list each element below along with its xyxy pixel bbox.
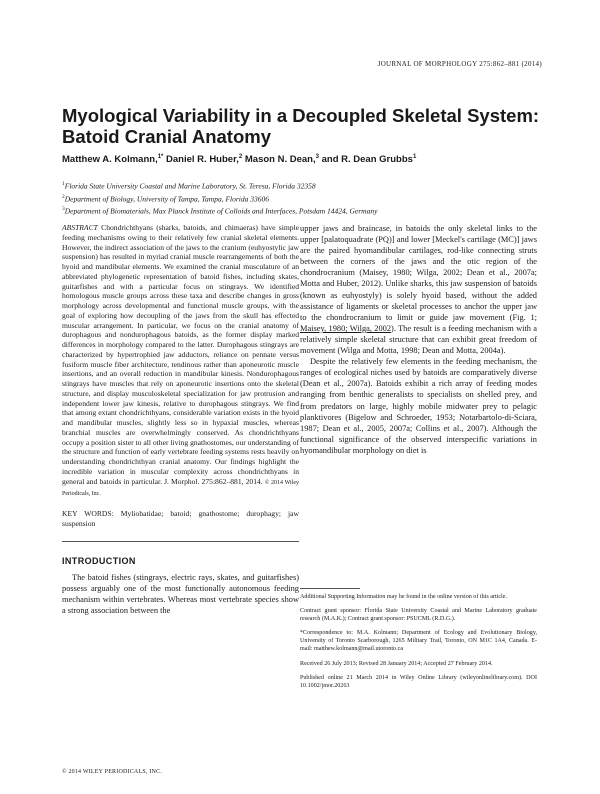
author-affil-mark: 2 (238, 154, 243, 160)
author-name: Mason N. Dean, (244, 154, 316, 166)
citation-link[interactable]: Maisey, 1980; Wilga, 2002 (300, 323, 392, 333)
right-column (300, 223, 537, 456)
author-name: and R. Dean Grubbs (321, 154, 413, 166)
affil-mark: 2 (62, 193, 65, 200)
intro-paragraph: Despite the relatively few elements in the feeding mechanism, the ranges of ecological niches used by batoids are comparatively diverse (Dean et al., 2007a). Batoids exhibit a rich array of feeding modes ranging from benthic generalists to specialists on shelled prey, and from predators on large, highly mobile midwater prey to pelagic planktivores (Bigelow and Schroeder, 1953; Notarbartolo-di-Sciara, 1987; Dean et al., 2005, 2007a; Collins et al., 2007). Although the functional significance of the observed interspecific variations in hyomandibular morphology on diet is (300, 357, 537, 455)
affil-mark: 3 (62, 206, 65, 212)
footnote-supporting-info: Additional Supporting Information may be found in the online version of this article. (300, 594, 507, 600)
divider (62, 541, 299, 542)
left-column (62, 223, 299, 616)
footnotes (300, 588, 537, 696)
footnote-dates: Received 26 July 2013; Revised 28 January 2014; Accepted 27 February 2014. (300, 660, 493, 667)
abstract-copyright: © 2014 Wiley Periodicals, Inc. (62, 479, 299, 498)
author-affil-mark: 1 (412, 154, 417, 160)
author-name: Daniel R. Huber, (166, 154, 239, 166)
article-title: Myological Variability in a Decoupled Skeletal System: Batoid Cranial Anatomy (62, 105, 540, 147)
footnote-grant: Contract grant sponsor: Florida State University Coastal and Marine Laboratory graduate research (M.A.K.); Contract grant sponsor: PSUCML (R.D.G.). (300, 608, 537, 623)
keywords: KEY WORDS: Myliobatidae; batoid; gnathostome; durophagy; jaw suspension (62, 509, 299, 528)
affiliation (62, 204, 542, 217)
affil-text: Department of Biomaterials, Max Planck Institute of Colloids and Interfaces, Potsdam 14424, Germany (64, 206, 378, 216)
author-affil-mark: 1* (157, 154, 164, 160)
intro-paragraph-continued (300, 223, 537, 356)
footnote-correspondence: *Correspondence to: M.A. Kolmann; Department of Ecology and Evolutionary Biology, University of Toronto Scarborough, 1265 Military Trail, Toronto, ON M1C 1A4, Canada. E-mail: matthew.kolmann@mail.utoronto.ca (300, 630, 537, 653)
page-footer-copyright: © 2014 WILEY PERIODICALS, INC. (62, 769, 162, 775)
journal-header: JOURNAL OF MORPHOLOGY 275:862–881 (2014) (377, 60, 542, 68)
affil-mark: 1 (62, 181, 65, 187)
paragraph-text: ). The result is a feeding mechanism with a relatively simple skeletal structure that can exhibit great freedom of movement (Wilga and Motta, 1998; Dean and Motta, 2004a). (300, 323, 537, 356)
abstract (62, 223, 299, 500)
author-list (62, 154, 542, 165)
footnote-publication: Published online 21 March 2014 in Wiley Online Library (wileyonlinelibrary.com). DOI 10.1002/jmor.20263 (300, 674, 537, 689)
section-heading-introduction: INTRODUCTION (62, 555, 136, 566)
affiliations (62, 179, 542, 217)
abstract-text: Chondrichthyans (sharks, batoids, and chimaeras) have simple feeding mechanisms owing to their relatively few cranial skeletal elements. However, the indirect association of the jaws to the cranium (euhyostylic jaw suspension) has resulted in myriad cranial muscle rearrangements of both the hyoid and mandibular elements. We examined the cranial musculature of an abbreviated phylogenetic representation of batoid fishes, including skates, guitarfishes and with a particular focus on stingrays. We identified homologous muscle groups across these taxa and describe changes in gross morphology across developmental and functional muscle groups, with the goal of exploring how decoupling of the jaws from the skull has effected muscular arrangement. In particular, we focus on the cranial anatomy of durophagous and nondurophagous batoids, as the former display marked differences in morphology compared to the latter. Durophagous stingrays are characterized by hypertrophied jaw adductors, reliance on pennate versus fusiform muscle fiber architecture, tendinous rather than aponeurotic muscle insertions, and an overall reduction in mandibular kinesis. Nondurophagous stingrays have muscles that rely on aponeurotic insertions onto the skeletal structure, and display musculoskeletal specialization for jaw protrusion and independent lower jaw kinesis, relative to durophagous stingrays. We find that among extant chondrichthyans, considerable variation exists in the hyoid and mandibular muscles, slightly less so in hypaxial muscles, whereas branchial muscles are overwhelmingly conserved. As chondrichthyans occupy a position sister to all other living gnathostomes, our understanding of the structure and function of early vertebrate feeding systems rests heavily on understanding chondrichthyan cranial anatomy. Our findings highlight the incredible variation in muscular complexity across chondrichthyans in general and batoids in particular. J. Morphol. 275:862–881, 2014. (62, 223, 299, 486)
intro-paragraph: The batoid fishes (stingrays, electric rays, skates, and guitarfishes) possess arguably one of the most functionally autonomous feeding mechanism within vertebrates. Whereas most vertebrate species show a strong association between the (62, 572, 299, 615)
abstract-label: ABSTRACT (62, 223, 98, 232)
footnote-rule (300, 588, 360, 589)
paragraph-text: upper jaws and braincase, in batoids the only skeletal links to the upper [palatoquadrate (PQ)] and lower [Meckel's cartilage (MC)] jaws are the paired hyomandibular cartilages, rod-like connecting struts between the corners of the jaws and the otic region of the chondrocranium (Maisey, 1980; Wilga, 2002; Dean et al., 2007a; Motta and Huber, 2012). Unlike sharks, this jaw suspension of batoids (known as euhyostyly) is solely hyoid based, without the added assistance of ligaments or skeletal processes to anchor the upper jaw to the chondrocranium to limit or guide jaw movement (Fig. 1; (300, 224, 537, 322)
author-affil-mark: 3 (315, 154, 319, 160)
affil-text: Department of Biology, University of Tampa, Tampa, Florida 33606 (64, 194, 269, 203)
author-name: Matthew A. Kolmann, (62, 154, 158, 166)
affiliation (62, 192, 542, 205)
affiliation (62, 179, 542, 192)
affil-text: Florida State University Coastal and Marine Laboratory, St. Teresa, Florida 32358 (64, 181, 316, 191)
